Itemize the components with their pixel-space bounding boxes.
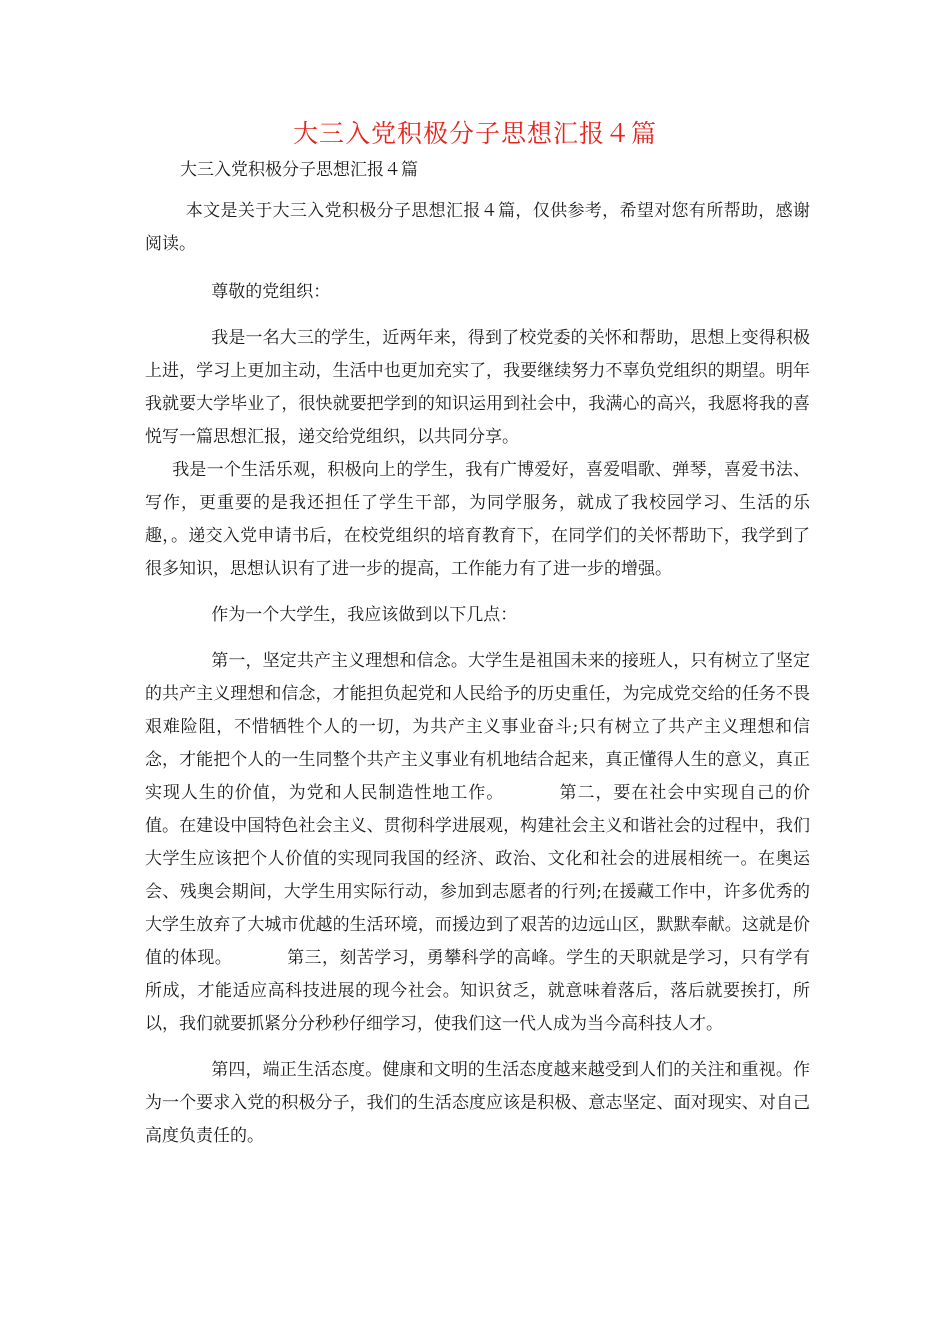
document-subtitle: 大三入党积极分子思想汇报４篇 (180, 160, 418, 180)
paragraph-points-one-to-three (145, 645, 810, 1041)
salutation: 尊敬的党组织： (211, 282, 331, 302)
paragraph-points-intro: 作为一个大学生，我应该做到以下几点： (211, 605, 518, 625)
document-title: 大三入党积极分子思想汇报４篇 (292, 119, 657, 148)
point-one: 第一，坚定共产主义理想和信念。大学生是祖国未来的接班人，只有树立了坚定的共产主义理想和信念，才能担负起党和人民给予的历史重任，为完成党交给的任务不畏艰难险阻，不惜牺牲个人的一切，为共产主义事业奋斗;只有树立了共产主义理想和信念，才能把个人的一生同整个共产主义事业有机地结合起来，真正懂得人生的意义，真正实现人生的价值，为党和人民制造性地工作。 (145, 651, 810, 803)
point-two: 第二，要在社会中实现自己的价值。在建设中国特色社会主义、贯彻科学进展观，构建社会主义和谐社会的过程中，我们大学生应该把个人价值的实现同我国的经济、政治、文化和社会的进展相统一。在奥运会、残奥会期间，大学生用实际行动，参加到志愿者的行列;在援藏工作中，许多优秀的大学生放弃了大城市优越的生活环境，而援边到了艰苦的边远山区，默默奉献。这就是价值的体现。 (145, 783, 811, 968)
paragraph-self-intro: 我是一名大三的学生，近两年来，得到了校党委的关怀和帮助，思想上变得积极上进，学习上更加主动，生活中也更加充实了，我要继续努力不辜负党组织的期望。明年我就要大学毕业了，很快就要把学到的知识运用到社会中，我满心的高兴，我愿将我的喜悦写一篇思想汇报，递交给党组织，以共同分享。 (145, 328, 810, 447)
document-body (145, 195, 810, 1153)
intro-paragraph: 本文是关于大三入党积极分子思想汇报４篇，仅供参考，希望对您有所帮助，感谢阅读。 (145, 201, 810, 254)
paragraph-point-four: 第四，端正生活态度。健康和文明的生活态度越来越受到人们的关注和重视。作为一个要求入党的积极分子，我们的生活态度应该是积极、意志坚定、面对现实、对自己高度负责任的。 (145, 1060, 810, 1146)
point-three: 第三，刻苦学习，勇攀科学的高峰。学生的天职就是学习，只有学有所成，才能适应高科技进展的现今社会。知识贫乏，就意味着落后，落后就要挨打，所以，我们就要抓紧分分秒秒仔细学习，使我们这一代人成为当今高科技人才。 (145, 948, 811, 1034)
paragraph-personal-life: 我是一个生活乐观，积极向上的学生，我有广博爱好，喜爱唱歌、弹琴，喜爱书法、写作，更重要的是我还担任了学生干部，为同学服务，就成了我校园学习、生活的乐趣，。递交入党申请书后，在校党组织的培育教育下，在同学们的关怀帮助下，我学到了很多知识，思想认识有了进一步的提高，工作能力有了进一步的增强。 (145, 460, 810, 579)
